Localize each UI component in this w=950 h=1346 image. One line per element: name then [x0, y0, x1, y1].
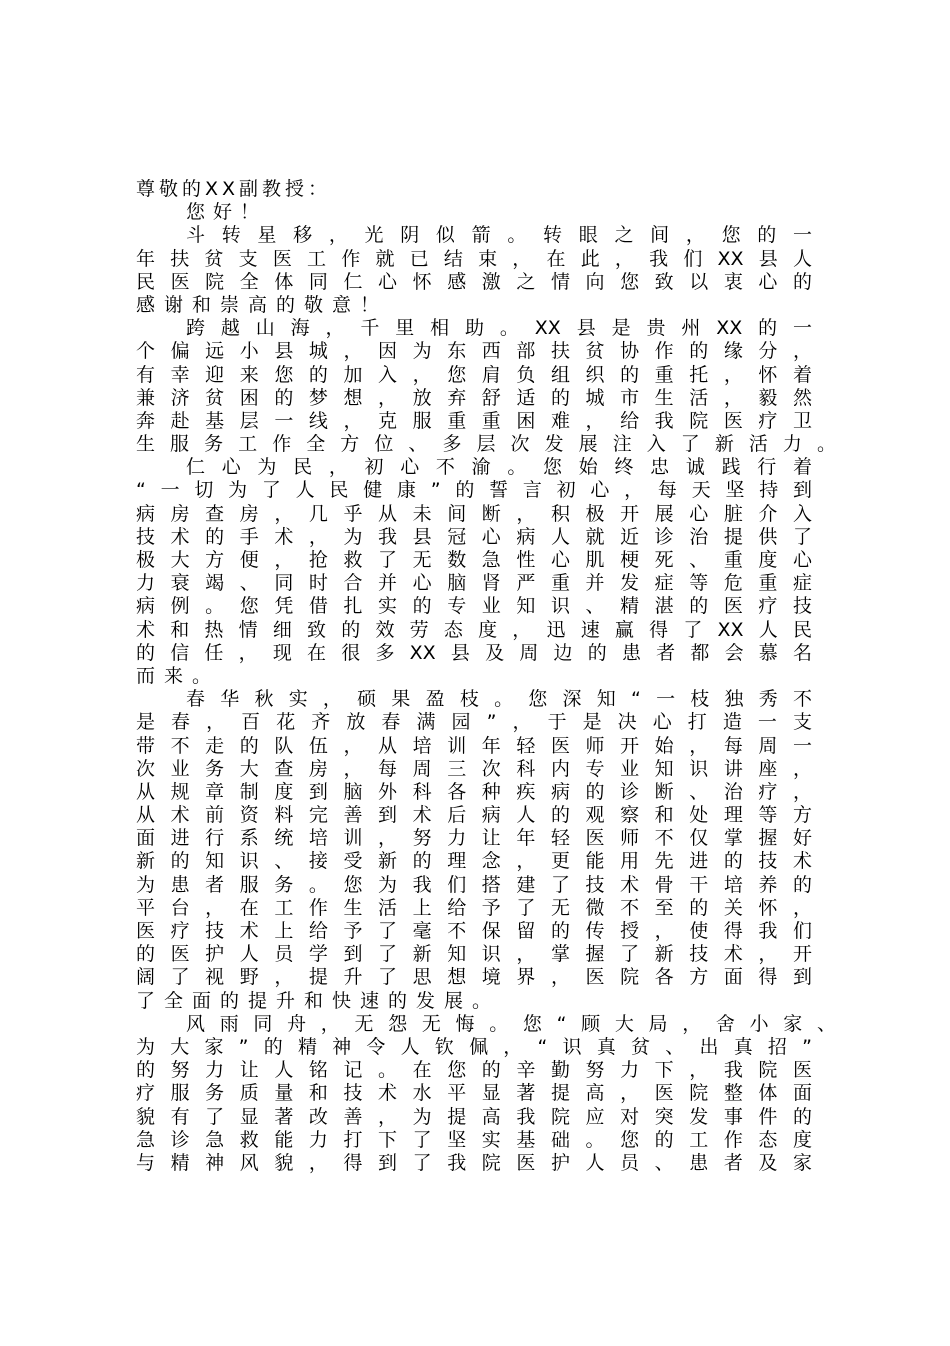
paragraph-line: 奔赴基层一线，克服重重困难，给我院医疗卫 — [136, 409, 812, 432]
paragraph-line: 年扶贫支医工作就已结束，在此，我们XX县人 — [136, 247, 812, 270]
paragraph-line: 为患者服务。您为我们搭建了技术骨干培养的 — [136, 873, 812, 896]
paragraph-line: 新的知识、接受新的理念，更能用先进的技术 — [136, 850, 812, 873]
paragraph-line: 是春，百花齐放春满园”，于是决心打造一支 — [136, 711, 812, 734]
paragraph-line: 而来。 — [136, 664, 221, 687]
paragraph-line: 跨越山海，千里相助。XX县是贵州XX的一 — [186, 317, 812, 340]
paragraph-line: 力衰竭、同时合并心脑肾严重并发症等危重症 — [136, 572, 812, 595]
paragraph-line: 的信任，现在很多XX县及周边的患者都会慕名 — [136, 641, 812, 664]
paragraph-line: 生服务工作全方位、多层次发展注入了新活力。 — [136, 433, 836, 456]
paragraph-line: 感谢和崇高的敬意！ — [136, 293, 389, 316]
paragraph-line: 医疗技术上给予了毫不保留的传授，使得我们 — [136, 920, 812, 942]
paragraph-line: 极大方便，抢救了无数急性心肌梗死、重度心 — [136, 549, 812, 571]
paragraph-line: 急诊急救能力打下了坚实基础。您的工作态度 — [136, 1128, 812, 1151]
paragraph-line: 民医院全体同仁心怀感激之情向您致以衷心的 — [136, 270, 812, 293]
paragraph-line: 斗转星移，光阴似箭。转眼之间，您的一 — [186, 224, 812, 247]
paragraph-line: 风雨同舟，无怨无悔。您“顾大局，舍小家、 — [186, 1012, 836, 1035]
paragraph-line: 技术的手术，为我县冠心病人就近诊治提供了 — [136, 525, 812, 548]
paragraph-line: 从规章制度到脑外科各种疾病的诊断、治疗， — [136, 780, 812, 803]
paragraph-line: 从术前资料完善到术后病人的观察和处理等方 — [136, 804, 812, 827]
paragraph-line: 病房查房，几乎从未间断，积极开展心脏介入 — [136, 502, 812, 525]
paragraph-line: 为大家”的精神令人钦佩，“识真贫、出真招” — [136, 1035, 812, 1058]
paragraph-line: 阔了视野，提升了思想境界，医院各方面得到 — [136, 966, 812, 989]
paragraph-line: 兼济贫困的梦想，放弃舒适的城市生活，毅然 — [136, 386, 812, 409]
paragraph-line: 疗服务质量和技术水平显著提高，医院整体面 — [136, 1082, 812, 1105]
paragraph-line: 病例。您凭借扎实的专业知识、精湛的医疗技 — [136, 595, 812, 618]
paragraph-line: 个偏远小县城，因为东西部扶贫协作的缘分， — [136, 340, 812, 363]
paragraph-line: 带不走的队伍，从培训年轻医师开始，每周一 — [136, 734, 812, 757]
salutation: 尊敬的XX副教授： — [136, 178, 332, 200]
greeting: 您好！ — [186, 201, 268, 224]
paragraph-line: 貌有了显著改善，为提高我院应对突发事件的 — [136, 1105, 812, 1128]
paragraph-line: 的努力让人铭记。在您的辛勤努力下，我院医 — [136, 1059, 812, 1082]
paragraph-line: 次业务大查房，每周三次科内专业知识讲座， — [136, 757, 812, 780]
paragraph-line: 仁心为民，初心不渝。您始终忠诚践行着 — [186, 456, 812, 479]
paragraph-line: 了全面的提升和快速的发展。 — [136, 989, 501, 1012]
paragraph-line: 与精神风貌，得到了我院医护人员、患者及家 — [136, 1151, 812, 1174]
paragraph-line: 平台，在工作生活上给予了无微不至的关怀， — [136, 896, 812, 919]
paragraph-line: 术和热情细致的效劳态度，迅速赢得了XX人民 — [136, 618, 812, 641]
letter-body — [136, 178, 836, 1175]
paragraph-line: 有幸迎来您的加入，您肩负组织的重托，怀着 — [136, 363, 812, 386]
paragraph-line: 的医护人员学到了新知识，掌握了新技术，开 — [136, 943, 812, 966]
paragraph-line: 春华秋实，硕果盈枝。您深知“一枝独秀不 — [186, 688, 812, 711]
paragraph-line: “一切为了人民健康”的誓言初心，每天坚持到 — [136, 479, 812, 502]
paragraph-line: 面进行系统培训，努力让年轻医师不仅掌握好 — [136, 827, 812, 850]
